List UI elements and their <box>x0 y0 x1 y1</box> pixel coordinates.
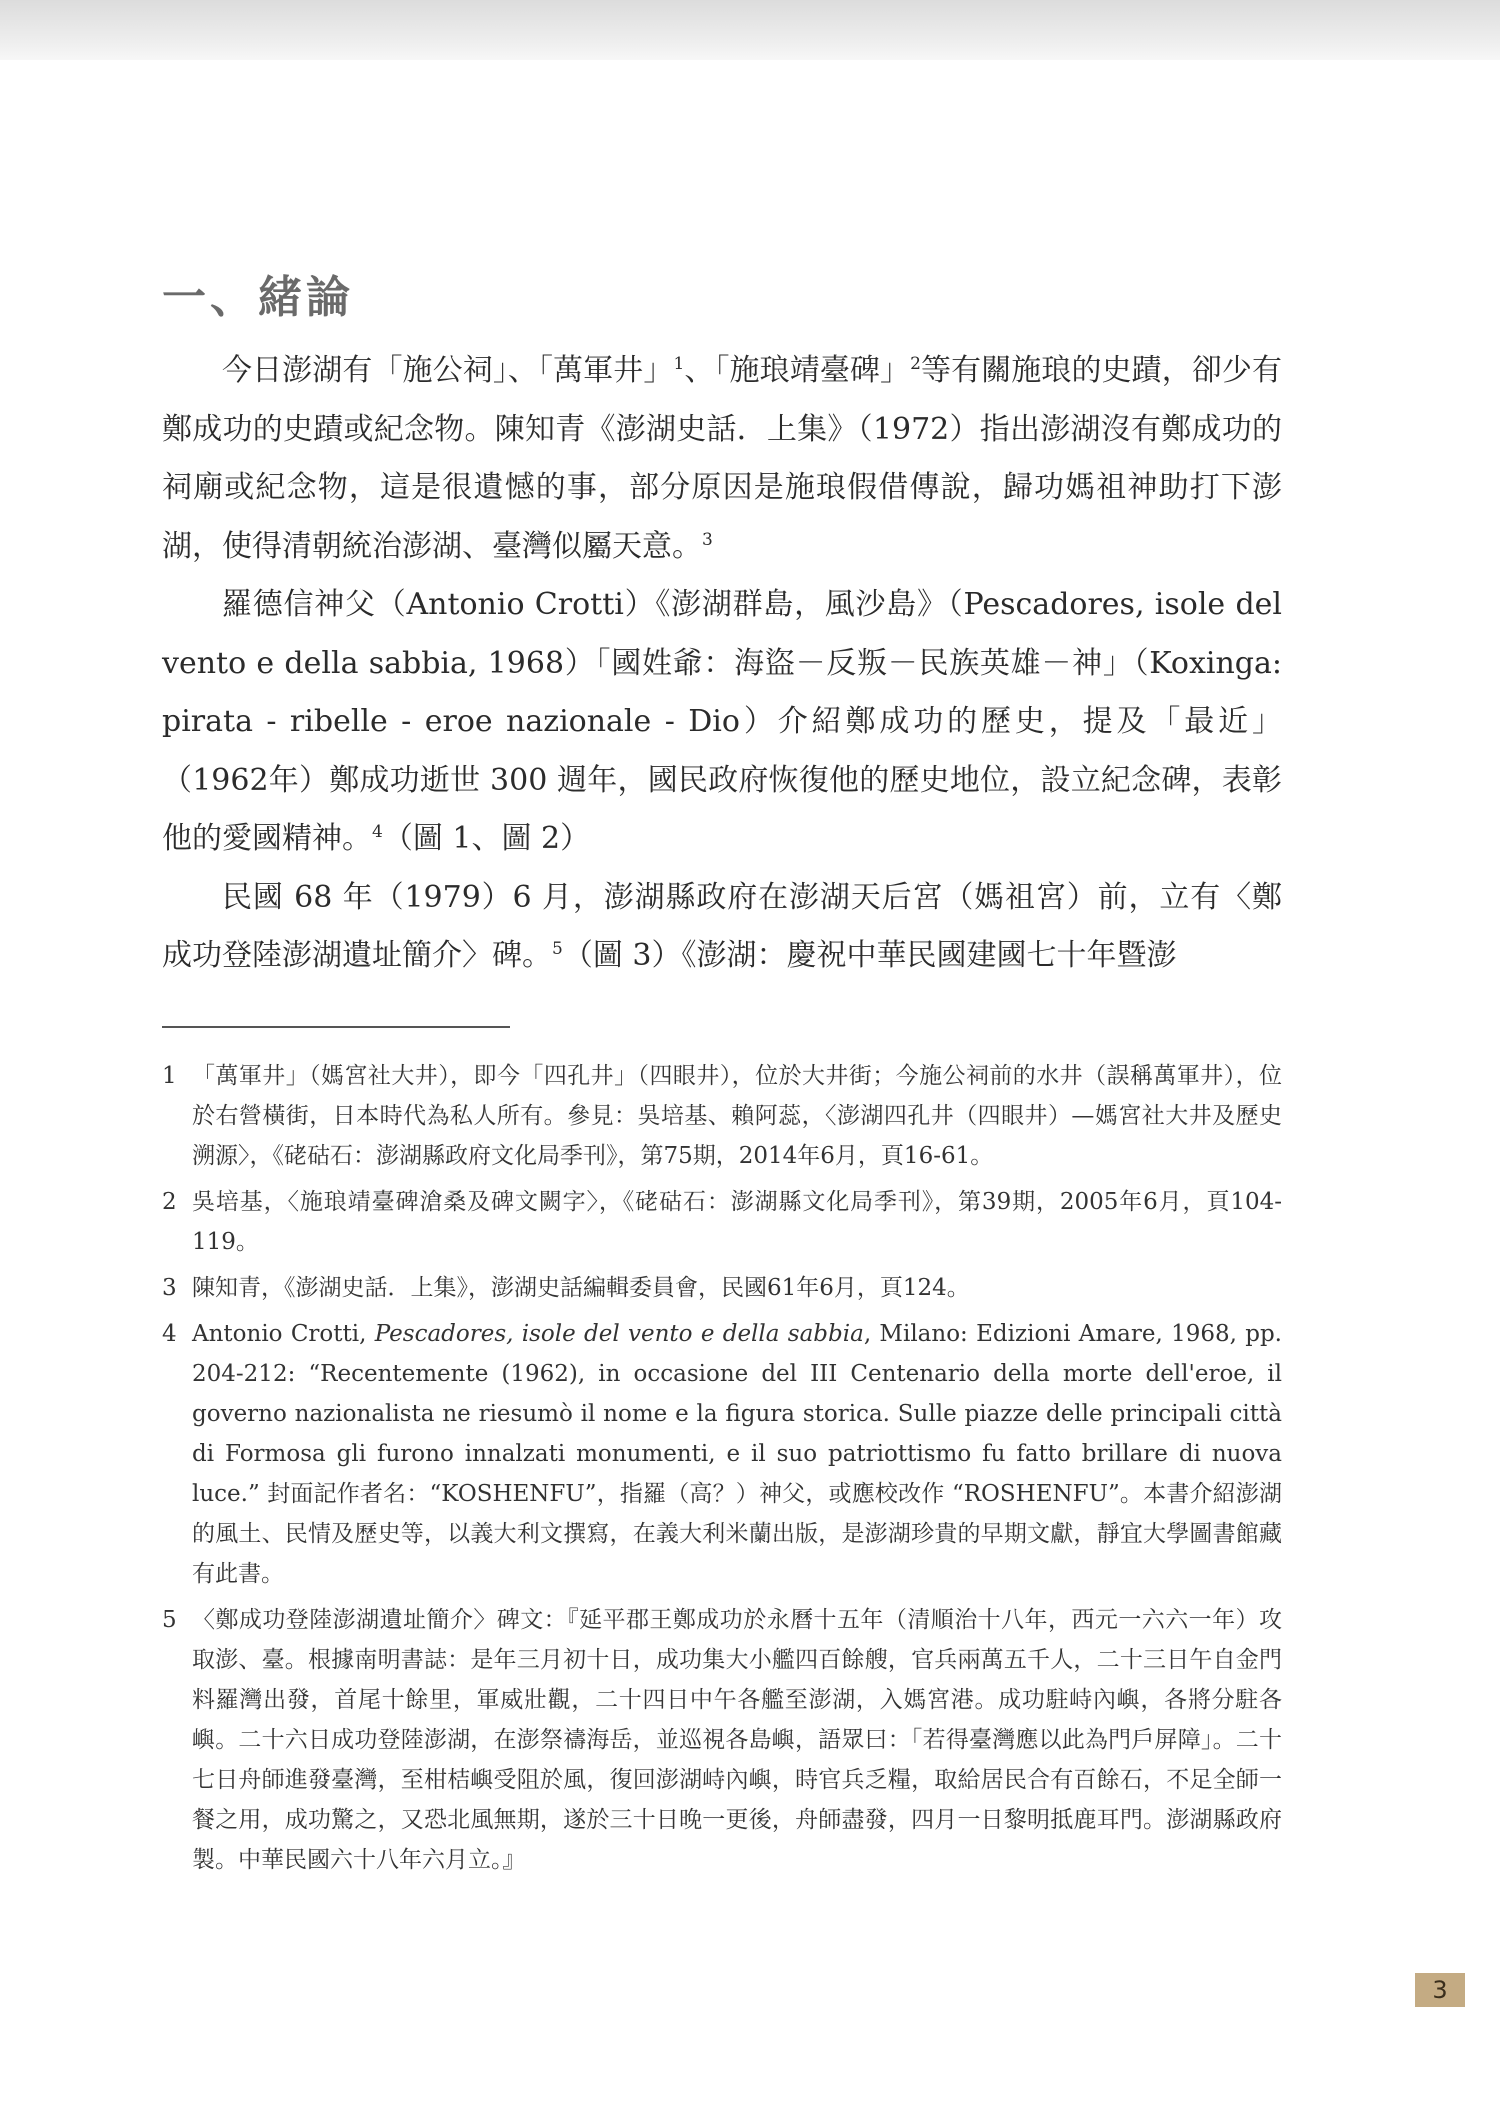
footnote-text <box>192 1600 1282 1880</box>
footnote-text <box>192 1314 1282 1594</box>
text-run: 民國 68 年（1979）6 月，澎湖縣政府在澎湖天后宮（媽祖宮）前，立有〈鄭成功登陸澎湖遺址簡介〉碑。 <box>162 879 1282 973</box>
section-heading: 一、緒論 <box>162 272 354 323</box>
text-run: 陳知青，《澎湖史話．上集》，澎湖史話編輯委員會，民國61年6月，頁124。 <box>192 1274 970 1301</box>
footnote-number: 2 <box>162 1188 177 1215</box>
page-content <box>162 262 1282 1886</box>
footnote-number: 1 <box>162 1062 177 1089</box>
italic-title: Pescadores, isole del vento e della sabbia <box>374 1320 864 1347</box>
text-run: 「萬軍井」（媽宮社大井），即今「四孔井」（四眼井），位於大井街；今施公祠前的水井（誤稱萬軍井），位於右營橫街，日本時代為私人所有。參見：吳培基、賴阿蕊，〈澎湖四孔井（四眼井）—媽宮社大井及歷史溯源〉，《硓𥑮石：澎湖縣政府文化局季刊》，第75期，2014年6月，頁16-61。 <box>192 1062 1282 1169</box>
paragraph-2 <box>162 576 1282 869</box>
page-number: 3 <box>1415 1973 1465 2007</box>
footnote-3 <box>162 1268 1282 1308</box>
text-run: Antonio Crotti, <box>192 1320 375 1347</box>
footnote-text <box>192 1056 1282 1176</box>
footnote-2 <box>162 1182 1282 1262</box>
footnote-text <box>192 1182 1282 1262</box>
scan-top-band <box>0 0 1500 60</box>
footnote-ref[interactable]: 4 <box>372 822 383 842</box>
footnote-ref[interactable]: 1 <box>673 354 685 374</box>
footnote-4 <box>162 1314 1282 1594</box>
footnote-ref[interactable]: 2 <box>910 354 921 374</box>
footnote-1 <box>162 1056 1282 1176</box>
paragraph-1 <box>162 342 1282 576</box>
text-run: 吳培基，〈施琅靖臺碑滄桑及碑文闕字〉，《硓𥑮石：澎湖縣文化局季刊》，第39期，2005年6月，頁104-119。 <box>192 1188 1282 1255</box>
text-run: （圖 1、圖 2） <box>382 821 591 856</box>
body-text <box>162 342 1282 986</box>
text-run: , Milano: Edizioni Amare, 1968, pp. 204-212: “Recentemente (1962), in occasione del III Centenario della morte dell'eroe, il governo nazionalista ne riesumò il nome e la figura storica. Sulle piazze delle principali città di Formosa gli furono innalzati monumenti, e il suo patriottismo fu fatto brillare di nuova luce.” 封面記作者名：“KOSHENFU”，指羅（高？）神父，或應校改作 “ROSHENFU”。本書介紹澎湖的風土、民情及歷史等，以義大利文撰寫，在義大利米蘭出版，是澎湖珍貴的早期文獻，靜宜大學圖書館藏有此書。 <box>192 1320 1282 1587</box>
text-run: 羅德信神父（Antonio Crotti）《澎湖群島，風沙島》（Pescadores, isole del vento e della sabbia, 1968）「國姓爺：海盜－反叛－民族英雄－神」（Koxinga: pirata - ribelle - eroe nazionale - Dio）介紹鄭成功的歷史，提及「最近」（1962年）鄭成功逝世 300 週年，國民政府恢復他的歷史地位，設立紀念碑，表彰他的愛國精神。 <box>162 587 1282 856</box>
footnote-number: 4 <box>162 1320 177 1347</box>
text-run: 等有關施琅的史蹟，卻少有鄭成功的史蹟或紀念物。陳知青《澎湖史話．上集》（1972）指出澎湖沒有鄭成功的祠廟或紀念物，這是很遺憾的事，部分原因是施琅假借傳說，歸功媽祖神助打下澎湖，使得清朝統治澎湖、臺灣似屬天意。 <box>162 353 1283 564</box>
text-run: 〈鄭成功登陸澎湖遺址簡介〉碑文：『延平郡王鄭成功於永曆十五年（清順治十八年，西元一六六一年）攻取澎、臺。根據南明書誌：是年三月初十日，成功集大小艦四百餘艘，官兵兩萬五千人，二十三日午自金門料羅灣出發，首尾十餘里，軍威壯觀，二十四日中午各艦至澎湖，入媽宮港。成功駐峙內嶼，各將分駐各嶼。二十六日成功登陸澎湖，在澎祭禱海岳，並巡視各島嶼，語眾曰：「若得臺灣應以此為門戶屏障」。二十七日舟師進發臺灣，至柑桔嶼受阻於風，復回澎湖峙內嶼，時官兵乏糧，取給居民合有百餘石，不足全師一餐之用，成功驚之，又恐北風無期，遂於三十日晚一更後，舟師盡發，四月一日黎明抵鹿耳門。澎湖縣政府製。中華民國六十八年六月立。』 <box>192 1606 1282 1873</box>
footnote-text <box>192 1268 1282 1308</box>
footnote-ref[interactable]: 5 <box>552 939 563 959</box>
footnote-5 <box>162 1600 1282 1880</box>
text-run: 今日澎湖有「施公祠」、「萬軍井」 <box>222 353 674 388</box>
footnote-divider <box>162 1026 510 1028</box>
footnote-number: 5 <box>162 1606 177 1633</box>
footnote-number: 3 <box>162 1274 177 1301</box>
footnotes <box>162 1056 1282 1880</box>
paragraph-3 <box>162 869 1282 986</box>
footnote-ref[interactable]: 3 <box>702 529 713 550</box>
text-run: 、「施琅靖臺碑」 <box>684 353 911 388</box>
text-run: （圖 3）《澎湖：慶祝中華民國建國七十年暨澎 <box>562 938 1177 973</box>
